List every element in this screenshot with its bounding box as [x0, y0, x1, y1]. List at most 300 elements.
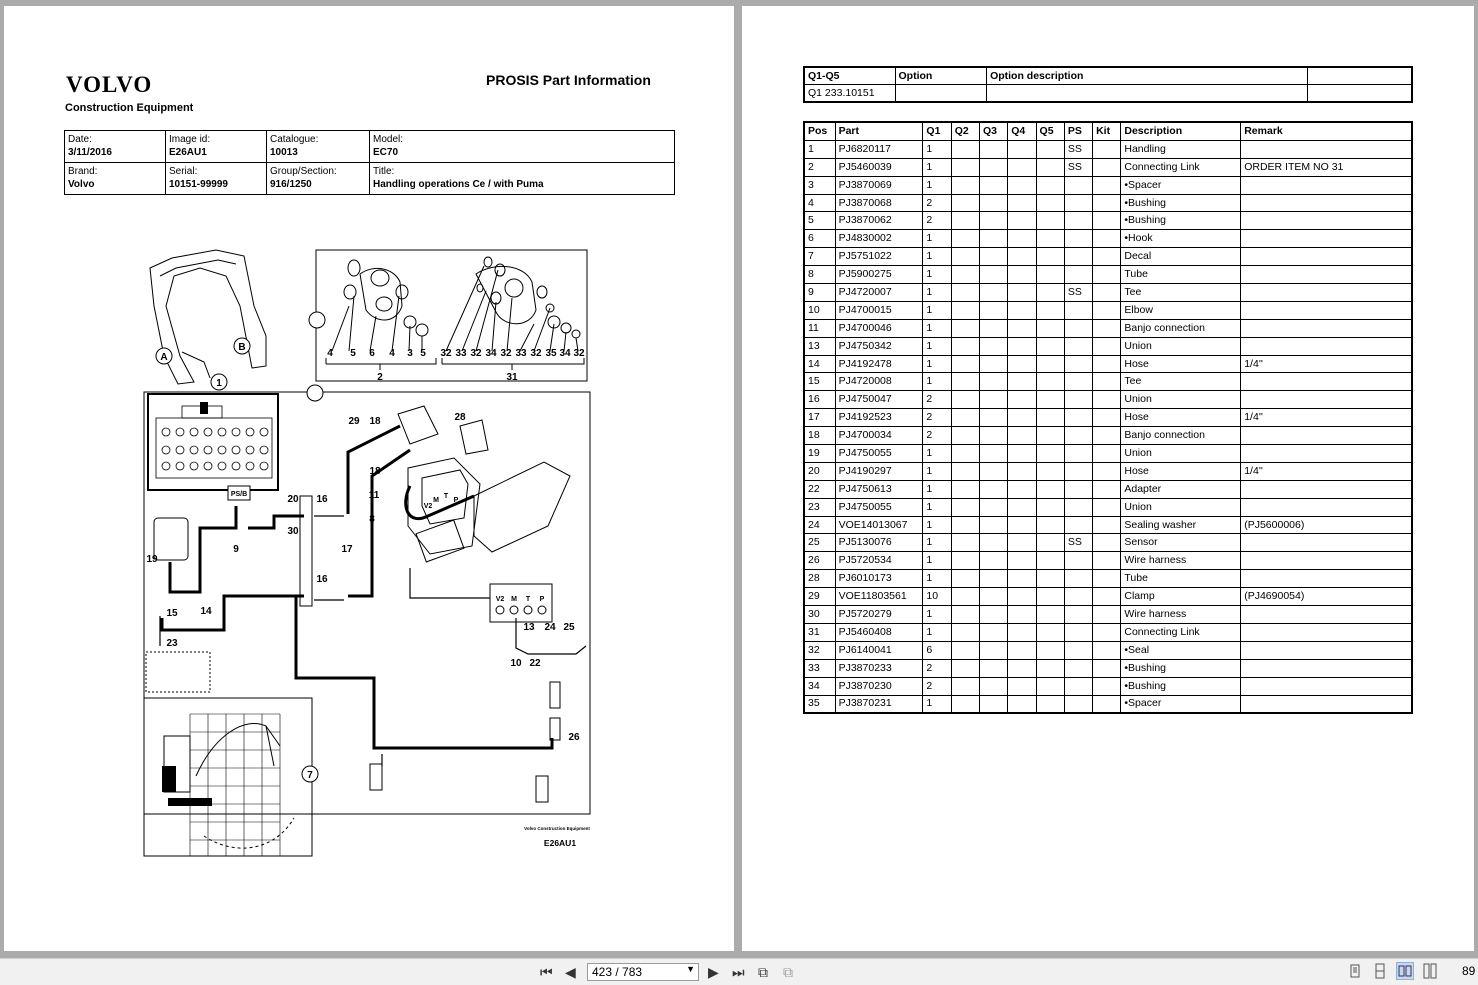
table-cell: •Bushing — [1121, 659, 1241, 677]
table-cell — [1093, 623, 1121, 641]
table-cell: PJ3870231 — [835, 695, 923, 713]
table-cell — [1036, 480, 1064, 498]
diagram-label: 32 — [470, 348, 482, 359]
table-cell — [1064, 695, 1092, 713]
diagram-label: 18 — [369, 466, 381, 477]
table-cell: Wire harness — [1121, 552, 1241, 570]
diagram-label: 32 — [440, 348, 452, 359]
table-cell — [1093, 427, 1121, 445]
table-cell: 7 — [804, 248, 835, 266]
diagram-label: 8 — [369, 514, 375, 525]
table-cell — [951, 606, 979, 624]
table-cell — [979, 212, 1007, 230]
volvo-logo: VOLVO — [66, 72, 153, 97]
table-cell — [1064, 337, 1092, 355]
table-cell — [1008, 588, 1036, 606]
table-cell: Adapter — [1121, 480, 1241, 498]
table-cell: VOE11803561 — [835, 588, 923, 606]
table-cell — [1064, 391, 1092, 409]
options-cell — [987, 85, 1308, 103]
table-cell — [979, 606, 1007, 624]
table-cell: 1 — [923, 570, 951, 588]
table-cell — [951, 552, 979, 570]
table-cell — [1241, 266, 1412, 284]
first-page-icon[interactable]: ⏮ — [540, 964, 553, 980]
table-cell: 1 — [923, 373, 951, 391]
table-cell — [979, 445, 1007, 463]
table-cell — [1008, 623, 1036, 641]
table-cell — [979, 373, 1007, 391]
table-cell: 25 — [804, 534, 835, 552]
table-cell — [1064, 176, 1092, 194]
table-cell — [979, 266, 1007, 284]
table-cell: PJ4192478 — [835, 355, 923, 373]
diagram-label: 4 — [389, 348, 395, 359]
table-cell: 2 — [923, 427, 951, 445]
table-cell — [979, 355, 1007, 373]
table-cell — [1008, 534, 1036, 552]
table-cell: PJ4830002 — [835, 230, 923, 248]
table-cell — [1036, 158, 1064, 176]
table-cell — [1036, 588, 1064, 606]
table-cell — [1093, 445, 1121, 463]
table-cell — [1093, 409, 1121, 427]
table-cell: PJ4700034 — [835, 427, 923, 445]
table-cell: 28 — [804, 570, 835, 588]
table-cell — [1064, 570, 1092, 588]
table-cell — [979, 534, 1007, 552]
options-cell — [1307, 85, 1412, 103]
table-cell — [1036, 409, 1064, 427]
table-cell — [951, 355, 979, 373]
two-page-view-icon[interactable] — [1396, 962, 1414, 980]
table-cell: Elbow — [1121, 301, 1241, 319]
diagram-label: 4 — [327, 348, 333, 359]
parts-header-cell: Q2 — [951, 122, 979, 140]
parts-header-cell: Pos — [804, 122, 835, 140]
table-cell — [979, 230, 1007, 248]
table-row — [804, 445, 1412, 463]
table-cell — [979, 176, 1007, 194]
table-row — [804, 194, 1412, 212]
table-cell: PJ4720008 — [835, 373, 923, 391]
table-cell — [1093, 606, 1121, 624]
table-cell — [1036, 391, 1064, 409]
table-cell: 23 — [804, 498, 835, 516]
table-cell — [979, 427, 1007, 445]
table-row — [804, 677, 1412, 695]
table-cell: 1 — [804, 140, 835, 158]
table-cell — [951, 301, 979, 319]
table-cell — [1241, 176, 1412, 194]
table-cell — [1093, 355, 1121, 373]
serial-cell: Serial: 10151-99999 — [166, 163, 267, 195]
table-cell — [1064, 480, 1092, 498]
parts-header-cell: PS — [1064, 122, 1092, 140]
diagram-label: 10 — [510, 658, 522, 669]
table-cell — [951, 266, 979, 284]
table-cell: Decal — [1121, 248, 1241, 266]
table-cell — [1008, 641, 1036, 659]
parts-header-cell: Q3 — [979, 122, 1007, 140]
table-cell — [1008, 319, 1036, 337]
table-row — [804, 480, 1412, 498]
diagram-label: 5 — [420, 348, 426, 359]
diagram-label: V2 — [495, 596, 505, 603]
table-cell — [1064, 623, 1092, 641]
two-page-continuous-icon[interactable] — [1421, 962, 1439, 980]
table-cell — [951, 659, 979, 677]
table-cell: Banjo connection — [1121, 319, 1241, 337]
table-cell — [1241, 641, 1412, 659]
diagram-label: M — [433, 497, 439, 504]
table-cell: Wire harness — [1121, 606, 1241, 624]
table-cell: 1 — [923, 266, 951, 284]
table-cell: 14 — [804, 355, 835, 373]
table-cell: 31 — [804, 623, 835, 641]
table-cell: 9 — [804, 284, 835, 302]
table-cell — [1008, 284, 1036, 302]
table-cell — [951, 284, 979, 302]
diagram-label: 16 — [316, 574, 328, 585]
table-cell: 8 — [804, 266, 835, 284]
table-cell — [1008, 248, 1036, 266]
table-cell — [951, 480, 979, 498]
table-cell — [951, 534, 979, 552]
table-cell — [979, 498, 1007, 516]
table-cell: 1 — [923, 230, 951, 248]
table-row — [804, 391, 1412, 409]
table-cell: ORDER ITEM NO 31 — [1241, 158, 1412, 176]
table-cell — [1036, 355, 1064, 373]
table-cell: VOE14013067 — [835, 516, 923, 534]
table-cell — [1008, 677, 1036, 695]
table-cell — [1008, 140, 1036, 158]
table-cell — [951, 373, 979, 391]
table-cell: •Spacer — [1121, 176, 1241, 194]
table-cell: 17 — [804, 409, 835, 427]
diagram-image-id: E26AU1 — [543, 838, 577, 848]
table-cell: PJ5720534 — [835, 552, 923, 570]
single-page-view-icon[interactable] — [1346, 962, 1364, 980]
table-cell — [1064, 266, 1092, 284]
table-row — [804, 409, 1412, 427]
diagram-label: 32 — [573, 348, 585, 359]
table-cell: 1 — [923, 552, 951, 570]
table-cell — [1036, 570, 1064, 588]
table-cell — [979, 140, 1007, 158]
table-cell: 1/4'' — [1241, 355, 1412, 373]
page-number-select[interactable]: 423 / 783 ▼ — [587, 963, 699, 981]
table-cell: SS — [1064, 140, 1092, 158]
table-cell — [1093, 176, 1121, 194]
table-row — [804, 534, 1412, 552]
last-page-icon[interactable]: ⏭ — [732, 964, 745, 980]
table-cell — [1093, 248, 1121, 266]
table-cell: PJ3870062 — [835, 212, 923, 230]
table-cell: PJ4720007 — [835, 284, 923, 302]
diagram-label: 35 — [545, 348, 557, 359]
table-cell — [1064, 319, 1092, 337]
table-cell: Connecting Link — [1121, 623, 1241, 641]
table-cell: PJ6140041 — [835, 641, 923, 659]
table-cell: PJ3870068 — [835, 194, 923, 212]
table-cell — [979, 248, 1007, 266]
table-cell — [1008, 695, 1036, 713]
table-cell: PJ6010173 — [835, 570, 923, 588]
parts-table — [803, 121, 1413, 714]
table-cell — [1064, 588, 1092, 606]
table-cell: 1/4'' — [1241, 409, 1412, 427]
table-cell — [1064, 427, 1092, 445]
table-row — [804, 516, 1412, 534]
table-cell — [1241, 284, 1412, 302]
table-cell — [979, 552, 1007, 570]
table-cell: 16 — [804, 391, 835, 409]
diagram-label: 24 — [544, 622, 556, 633]
table-cell — [1036, 462, 1064, 480]
table-cell — [1241, 337, 1412, 355]
table-cell — [1064, 606, 1092, 624]
parts-header-cell: Q1 — [923, 122, 951, 140]
date-cell: Date: 3/11/2016 — [65, 131, 166, 163]
table-cell — [1036, 534, 1064, 552]
table-cell: 5 — [804, 212, 835, 230]
table-cell — [1064, 462, 1092, 480]
diagram-label: 30 — [287, 526, 299, 537]
table-cell — [951, 140, 979, 158]
table-row — [804, 355, 1412, 373]
diagram-label: T — [525, 596, 531, 603]
table-cell: 33 — [804, 659, 835, 677]
table-cell — [1064, 659, 1092, 677]
table-cell — [1008, 606, 1036, 624]
diagram-label: P — [539, 596, 545, 603]
diagram-label: M — [511, 596, 517, 603]
diagram-label: 32 — [500, 348, 512, 359]
table-cell — [951, 391, 979, 409]
options-cell: Q1 233.10151 — [804, 85, 895, 103]
table-cell: 1 — [923, 695, 951, 713]
table-cell: •Bushing — [1121, 677, 1241, 695]
table-cell — [979, 695, 1007, 713]
table-cell — [1093, 588, 1121, 606]
table-row — [804, 695, 1412, 713]
table-cell — [1008, 194, 1036, 212]
table-cell: 1 — [923, 337, 951, 355]
table-cell — [1008, 445, 1036, 463]
table-cell: PJ4750047 — [835, 391, 923, 409]
table-cell — [979, 480, 1007, 498]
table-cell — [1008, 373, 1036, 391]
table-cell — [979, 641, 1007, 659]
table-cell — [1036, 266, 1064, 284]
table-cell — [1036, 552, 1064, 570]
table-cell — [1241, 194, 1412, 212]
table-cell — [1093, 677, 1121, 695]
table-cell — [1008, 212, 1036, 230]
table-cell — [951, 230, 979, 248]
diagram-label: 2 — [377, 372, 383, 383]
table-cell — [979, 301, 1007, 319]
table-cell: Hose — [1121, 409, 1241, 427]
table-cell: 2 — [923, 409, 951, 427]
table-cell: PJ5130076 — [835, 534, 923, 552]
table-cell — [1036, 606, 1064, 624]
table-cell — [1241, 373, 1412, 391]
table-cell — [1241, 480, 1412, 498]
table-cell: PJ3870233 — [835, 659, 923, 677]
table-cell: PJ3870230 — [835, 677, 923, 695]
table-cell — [1241, 534, 1412, 552]
table-cell — [1064, 498, 1092, 516]
table-cell: PJ4190297 — [835, 462, 923, 480]
table-cell — [1036, 659, 1064, 677]
table-cell: 1 — [923, 176, 951, 194]
model-cell: Model: EC70 — [370, 131, 675, 163]
table-cell: PJ4750342 — [835, 337, 923, 355]
table-cell — [1241, 570, 1412, 588]
table-cell — [979, 391, 1007, 409]
table-cell — [979, 570, 1007, 588]
table-cell: 1 — [923, 480, 951, 498]
parts-header-cell: Remark — [1241, 122, 1412, 140]
table-cell — [1036, 427, 1064, 445]
table-cell — [1008, 391, 1036, 409]
parts-header-cell: Kit — [1093, 122, 1121, 140]
table-cell — [951, 319, 979, 337]
table-cell: 1/4'' — [1241, 462, 1412, 480]
table-cell: Union — [1121, 445, 1241, 463]
table-cell: 30 — [804, 606, 835, 624]
table-cell — [979, 462, 1007, 480]
table-cell — [951, 641, 979, 659]
table-row — [804, 266, 1412, 284]
diagram-label: 19 — [146, 554, 158, 565]
table-cell — [1008, 355, 1036, 373]
table-row — [804, 570, 1412, 588]
diagram-label: 11 — [368, 490, 380, 501]
table-cell — [1093, 462, 1121, 480]
table-cell: PJ4750055 — [835, 498, 923, 516]
table-row — [804, 373, 1412, 391]
table-cell — [1241, 212, 1412, 230]
diagram-label: 6 — [369, 348, 375, 359]
continuous-view-icon[interactable] — [1371, 962, 1389, 980]
table-cell — [1064, 355, 1092, 373]
table-cell — [1008, 158, 1036, 176]
table-cell — [979, 409, 1007, 427]
diagram-label: A — [160, 352, 168, 363]
fit-width-icon[interactable]: ⧉ — [783, 964, 793, 980]
table-cell — [951, 212, 979, 230]
table-cell: SS — [1064, 534, 1092, 552]
table-cell — [1093, 516, 1121, 534]
table-cell: 19 — [804, 445, 835, 463]
diagram-label: 14 — [200, 606, 212, 617]
table-cell — [1008, 301, 1036, 319]
table-cell: 4 — [804, 194, 835, 212]
next-page-icon[interactable]: ▶ — [708, 964, 719, 980]
table-cell: PJ4700015 — [835, 301, 923, 319]
table-row — [804, 284, 1412, 302]
table-cell — [951, 248, 979, 266]
table-cell: 10 — [804, 301, 835, 319]
table-cell — [1093, 266, 1121, 284]
catalogue-cell: Catalogue: 10013 — [267, 131, 370, 163]
table-cell — [951, 695, 979, 713]
options-table — [803, 66, 1413, 103]
parts-diagram — [4, 6, 734, 951]
document-title: PROSIS Part Information — [486, 72, 651, 88]
table-row — [804, 176, 1412, 194]
table-row — [804, 498, 1412, 516]
diagram-label: 32 — [530, 348, 542, 359]
table-cell: PJ6820117 — [835, 140, 923, 158]
table-cell — [1241, 606, 1412, 624]
table-cell: •Seal — [1121, 641, 1241, 659]
table-cell: 18 — [804, 427, 835, 445]
table-cell — [1093, 641, 1121, 659]
table-cell — [1036, 176, 1064, 194]
diagram-label: 9 — [233, 544, 239, 555]
table-cell — [1093, 534, 1121, 552]
table-cell: 2 — [804, 158, 835, 176]
table-cell: 1 — [923, 623, 951, 641]
table-cell: 1 — [923, 248, 951, 266]
table-cell: Tee — [1121, 284, 1241, 302]
table-cell — [951, 623, 979, 641]
table-cell — [1008, 570, 1036, 588]
table-cell — [1036, 284, 1064, 302]
table-cell: PJ3870069 — [835, 176, 923, 194]
prev-page-icon[interactable]: ◀ — [565, 964, 576, 980]
table-cell: PJ4750613 — [835, 480, 923, 498]
parts-header-cell: Part — [835, 122, 923, 140]
table-cell: •Bushing — [1121, 194, 1241, 212]
table-cell: PJ5900275 — [835, 266, 923, 284]
table-cell — [1008, 230, 1036, 248]
table-cell — [1064, 409, 1092, 427]
table-cell — [1093, 570, 1121, 588]
diagram-label: 22 — [529, 658, 541, 669]
table-cell — [951, 588, 979, 606]
table-cell — [1093, 337, 1121, 355]
table-cell: •Spacer — [1121, 695, 1241, 713]
table-cell — [979, 319, 1007, 337]
table-cell — [1241, 248, 1412, 266]
table-cell: Tube — [1121, 266, 1241, 284]
table-cell: Hose — [1121, 462, 1241, 480]
table-cell: PJ4700046 — [835, 319, 923, 337]
fit-page-icon[interactable]: ⧉ — [758, 964, 768, 980]
table-cell — [1008, 516, 1036, 534]
table-cell: 35 — [804, 695, 835, 713]
table-cell: 2 — [923, 212, 951, 230]
table-cell — [1093, 498, 1121, 516]
diagram-label: 7 — [307, 770, 313, 781]
table-cell — [1064, 445, 1092, 463]
table-cell: Union — [1121, 391, 1241, 409]
parts-header-cell: Description — [1121, 122, 1241, 140]
diagram-label: V2 — [423, 503, 433, 510]
table-cell — [1241, 552, 1412, 570]
table-cell — [1036, 230, 1064, 248]
zoom-level[interactable]: 89 — [1462, 964, 1476, 978]
table-row — [804, 248, 1412, 266]
table-cell: 1 — [923, 606, 951, 624]
table-row — [804, 588, 1412, 606]
